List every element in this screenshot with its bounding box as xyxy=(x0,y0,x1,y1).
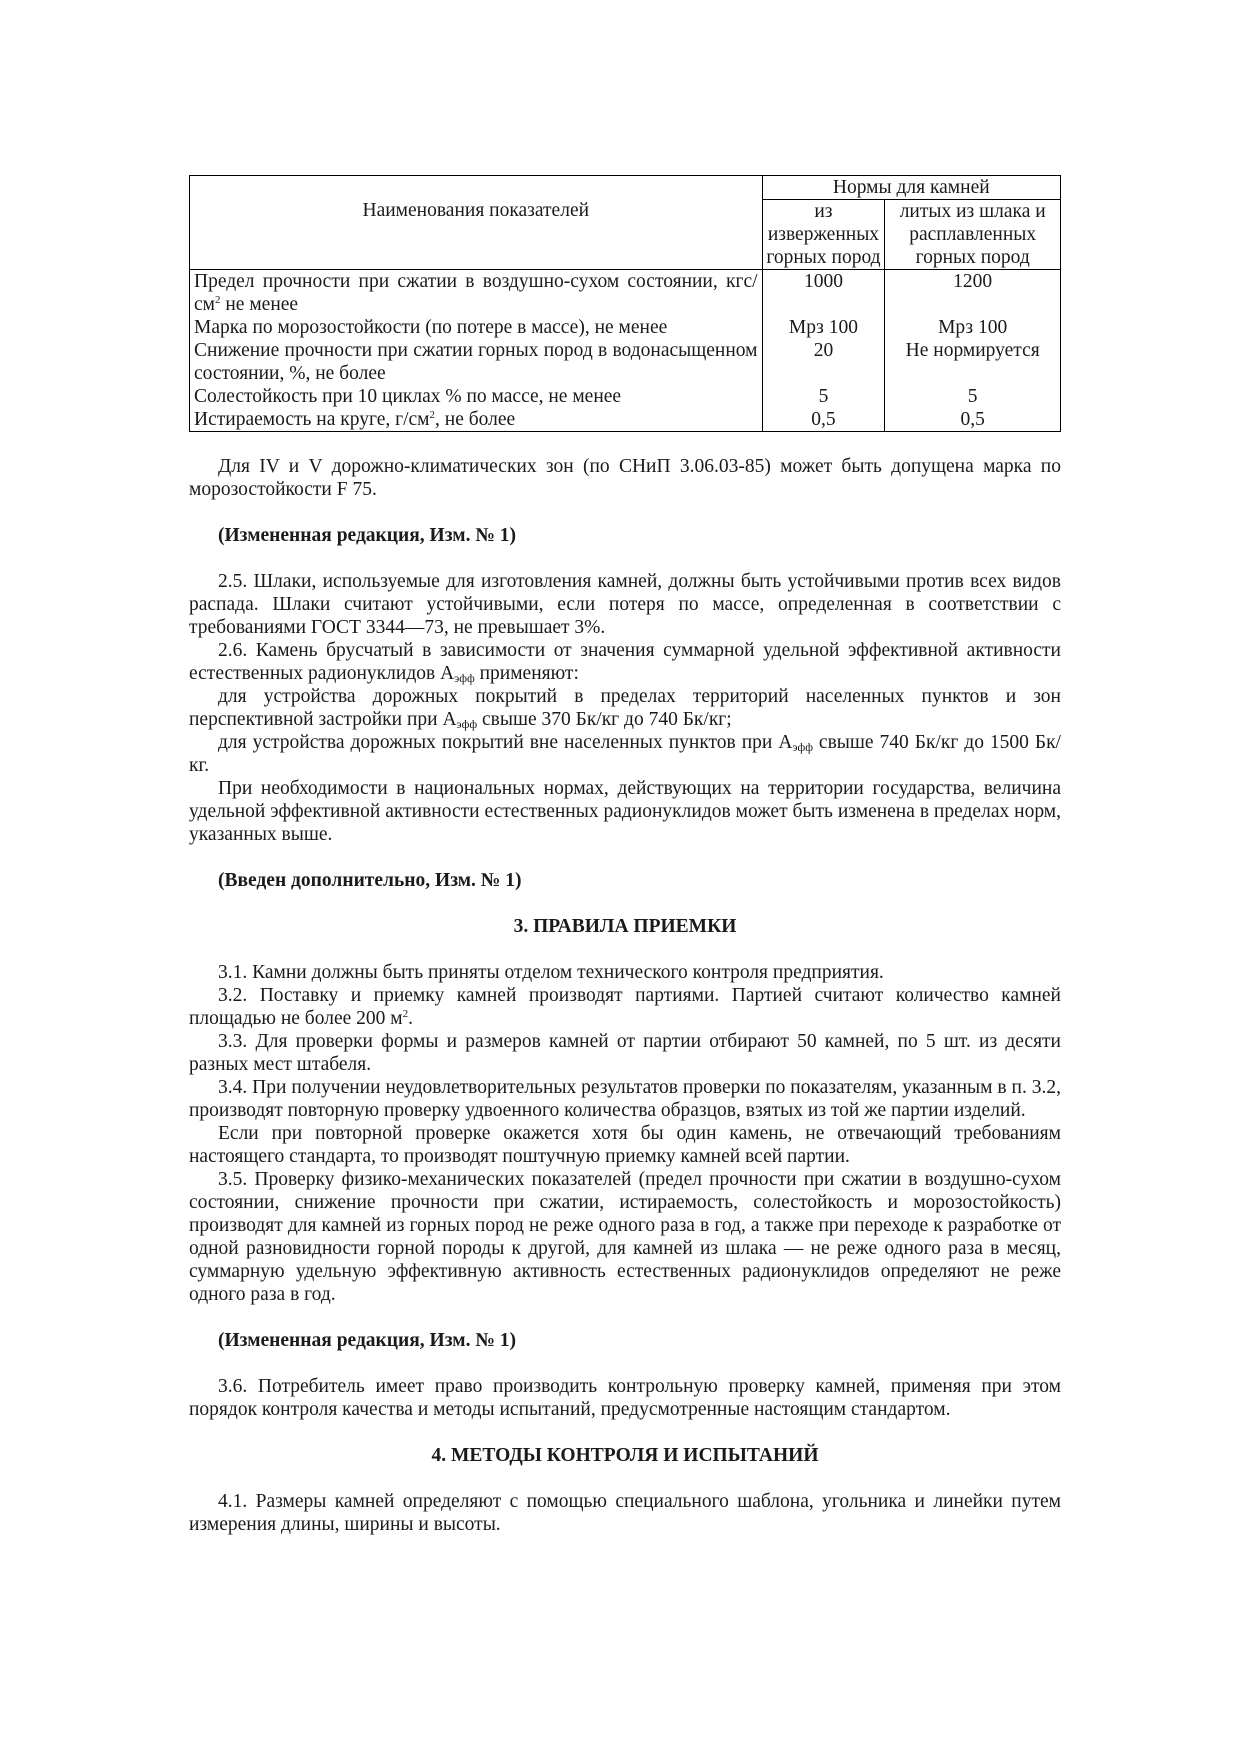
row-value-slag: Мрз 100 xyxy=(885,316,1061,339)
table-row xyxy=(190,270,1061,317)
document-page xyxy=(189,175,1061,1536)
row-value-slag: 1200 xyxy=(885,270,1061,317)
row-name: Предел прочности при сжатии в воздушно-сухом состоянии, кгс/$см^2$ не менее xyxy=(190,270,763,317)
row-name: Марка по морозостойкости (по потере в массе), не менее xyxy=(190,316,763,339)
row-value-igneous: 1000 xyxy=(762,270,885,317)
header-norms-group: Нормы для камней xyxy=(762,176,1060,200)
paragraph-3-4: 3.4. При получении неудовлетворительных результатов проверки по показателям, указанным в п. 3.2, производят повторную проверку удвоенного количества образцов, взятых из той же партии изделий. xyxy=(189,1077,1061,1121)
paragraph-climate-zones: Для IV и V дорожно-климатических зон (по СНиП 3.06.03-85) может быть допущена марка по морозостойкости F 75. xyxy=(189,456,1061,500)
paragraph-2-5: 2.5. Шлаки, используемые для изготовления камней, должны быть устойчивыми против всех видов распада. Шлаки считают устойчивыми, если потеря по массе, определенная в соответствии с требованиями ГОСТ 3344—73, не превышает 3%. xyxy=(189,571,1061,638)
row-value-slag: Не нормируется xyxy=(885,339,1061,385)
row-value-igneous: 0,5 xyxy=(762,408,885,432)
row-value-igneous: 20 xyxy=(762,339,885,385)
amendment-note: (Введен дополнительно, Изм. № 1) xyxy=(218,870,522,891)
amendment-note: (Измененная редакция, Изм. № 1) xyxy=(218,1330,517,1351)
paragraph-3-6: 3.6. Потребитель имеет право производить контрольную проверку камней, применяя при этом порядок контроля качества и методы испытаний, предусмотренные настоящим стандартом. xyxy=(189,1376,1061,1420)
header-igneous-rocks: из изверженных горных пород xyxy=(762,200,885,270)
table-row xyxy=(190,316,1061,339)
table-row xyxy=(190,408,1061,432)
paragraph-3-1: 3.1. Камни должны быть приняты отделом технического контроля предприятия. xyxy=(218,962,884,983)
paragraph-3-4-cont: Если при повторной проверке окажется хотя бы один камень, не отвечающий требованиям настоящего стандарта, то производят поштучную приемку камней всей партии. xyxy=(189,1123,1061,1167)
norms-table xyxy=(189,175,1061,432)
row-value-slag: 0,5 xyxy=(885,408,1061,432)
row-name: Снижение прочности при сжатии горных пород в водонасыщенном состоянии, %, не более xyxy=(190,339,763,385)
header-indicator-name: Наименования показателей xyxy=(190,176,763,270)
table-row xyxy=(190,385,1061,408)
row-value-igneous: Мрз 100 xyxy=(762,316,885,339)
table-row xyxy=(190,339,1061,385)
row-name: Солестойкость при 10 циклах % по массе, не менее xyxy=(190,385,763,408)
paragraph-2-6-item-2: для устройства дорожных покрытий вне населенных пунктов при $А_{эфф}$ свыше 740 Бк/кг до 1500 Бк/кг. xyxy=(189,732,1061,776)
paragraph-4-1: 4.1. Размеры камней определяют с помощью специального шаблона, угольника и линейки путем измерения длины, ширины и высоты. xyxy=(189,1491,1061,1535)
section-heading-4: 4. МЕТОДЫ КОНТРОЛЯ И ИСПЫТАНИЙ xyxy=(431,1445,819,1466)
paragraph-3-5: 3.5. Проверку физико-механических показателей (предел прочности при сжатии в воздушно-сухом состоянии, снижение прочности при сжатии, истираемость, солестойкость и морозостойкость) производят для камней из горных пород не реже одного раза в год, а также при переходе к разработке от одной разновидности горной породы к другой, для камней из шлака — не реже одного раза в месяц, суммарную удельную эффективную активность естественных радионуклидов определяют не реже одного раза в год. xyxy=(189,1169,1061,1305)
row-value-slag: 5 xyxy=(885,385,1061,408)
paragraph-2-6: 2.6. Камень брусчатый в зависимости от значения суммарной удельной эффективной активности естественных радионуклидов $А_{эфф}$ применяют: xyxy=(189,640,1061,685)
section-heading-3: 3. ПРАВИЛА ПРИЕМКИ xyxy=(513,916,737,937)
paragraph-2-6-item-1: для устройства дорожных покрытий в пределах территорий населенных пунктов и зон перспективной застройки при $А_{эфф}$ свыше 370 Бк/кг до 740 Бк/кг; xyxy=(189,686,1061,731)
amendment-note: (Измененная редакция, Изм. № 1) xyxy=(218,525,517,546)
paragraph-3-2: 3.2. Поставку и приемку камней производят партиями. Партией считают количество камней площадью не более 200 $м^2$. xyxy=(189,985,1061,1029)
row-value-igneous: 5 xyxy=(762,385,885,408)
paragraph-3-3: 3.3. Для проверки формы и размеров камней от партии отбирают 50 камней, по 5 шт. из десяти разных мест штабеля. xyxy=(189,1031,1061,1075)
paragraph-2-6-note: При необходимости в национальных нормах, действующих на территории государства, величина удельной эффективной активности естественных радионуклидов может быть изменена в пределах норм, указанных выше. xyxy=(189,778,1061,845)
row-name: Истираемость на круге, $г/см^2$, не более xyxy=(190,408,763,432)
header-slag-cast: литых из шлака и расплавленных горных пород xyxy=(885,200,1061,270)
